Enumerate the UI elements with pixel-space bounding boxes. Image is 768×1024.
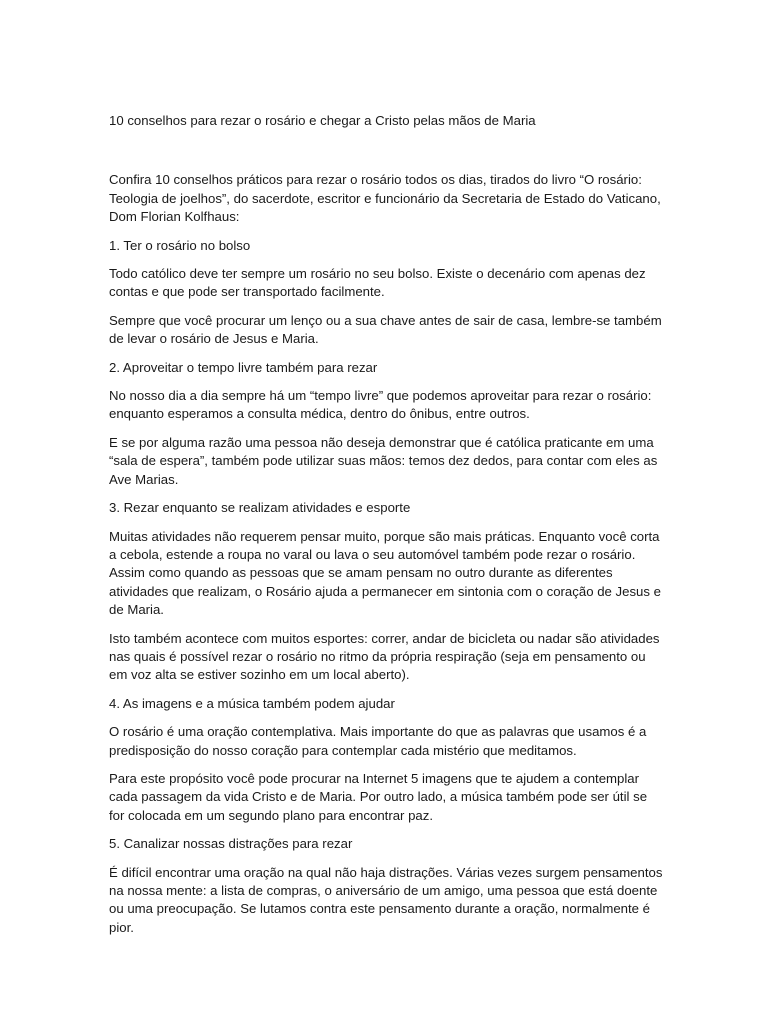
section-heading: 3. Rezar enquanto se realizam atividades e esporte (109, 500, 411, 516)
section-heading: 2. Aproveitar o tempo livre também para rezar (109, 359, 378, 375)
section-paragraph: O rosário é uma oração contemplativa. Mais importante do que as palavras que usamos é a predisposição do nosso coração para contemplar cada mistério que meditamos. (109, 724, 647, 758)
section-paragraph: É difícil encontrar uma oração na qual não haja distrações. Várias vezes surgem pensamentos na nossa mente: a lista de compras, o aniversário de um amigo, uma pessoa que está doente ou uma preocupação. Se lutamos contra este pensamento durante a oração, normalmente é pior. (109, 864, 663, 935)
document-body (109, 112, 664, 947)
section-paragraph: No nosso dia a dia sempre há um “tempo livre” que podemos aproveitar para rezar o rosário: enquanto esperamos a consulta médica, dentro do ônibus, entre outros. (109, 388, 652, 422)
section-paragraph: Muitas atividades não requerem pensar muito, porque são mais práticas. Enquanto você corta a cebola, estende a roupa no varal ou lava o seu automóvel também pode rezar o rosário. Assim como quando as pessoas que se amam pensam no outro durante as diferentes atividades que realizam, o Rosário ajuda a permanecer em sintonia com o coração de Jesus e de Maria. (109, 528, 661, 618)
section-paragraph: Isto também acontece com muitos esportes: correr, andar de bicicleta ou nadar são atividades nas quais é possível rezar o rosário no ritmo da própria respiração (seja em pensamento ou em voz alta se estiver sozinho em um local aberto). (109, 630, 660, 683)
intro-paragraph: Confira 10 conselhos práticos para rezar o rosário todos os dias, tirados do livro “O rosário: Teologia de joelhos”, do sacerdote, escritor e funcionário da Secretaria de Estado do Vaticano, Dom Florian Kolfhaus: (109, 172, 661, 225)
section-paragraph: Sempre que você procurar um lenço ou a sua chave antes de sair de casa, lembre-se também de levar o rosário de Jesus e Maria. (109, 312, 662, 347)
section-paragraph: Todo católico deve ter sempre um rosário no seu bolso. Existe o decenário com apenas dez contas e que pode ser transportado facilmente. (109, 266, 646, 300)
section-2 (109, 359, 664, 489)
section-paragraph: Para este propósito você pode procurar na Internet 5 imagens que te ajudem a contemplar cada passagem da vida Cristo e de Maria. Por outro lado, a música também pode ser útil se for colocada em um segundo plano para encontrar paz. (109, 770, 648, 823)
section-1 (109, 237, 664, 349)
section-heading: 4. As imagens e a música também podem ajudar (109, 695, 395, 711)
section-heading: 1. Ter o rosário no bolso (109, 237, 251, 253)
section-5 (109, 835, 664, 937)
section-4 (109, 695, 664, 825)
section-heading: 5. Canalizar nossas distrações para rezar (109, 836, 353, 852)
section-paragraph: E se por alguma razão uma pessoa não deseja demonstrar que é católica praticante em uma “sala de espera”, também pode utilizar suas mãos: temos dez dedos, para contar com eles as Ave Marias. (109, 434, 658, 487)
document-title: 10 conselhos para rezar o rosário e chegar a Cristo pelas mãos de Maria (109, 113, 536, 128)
section-3 (109, 499, 664, 685)
